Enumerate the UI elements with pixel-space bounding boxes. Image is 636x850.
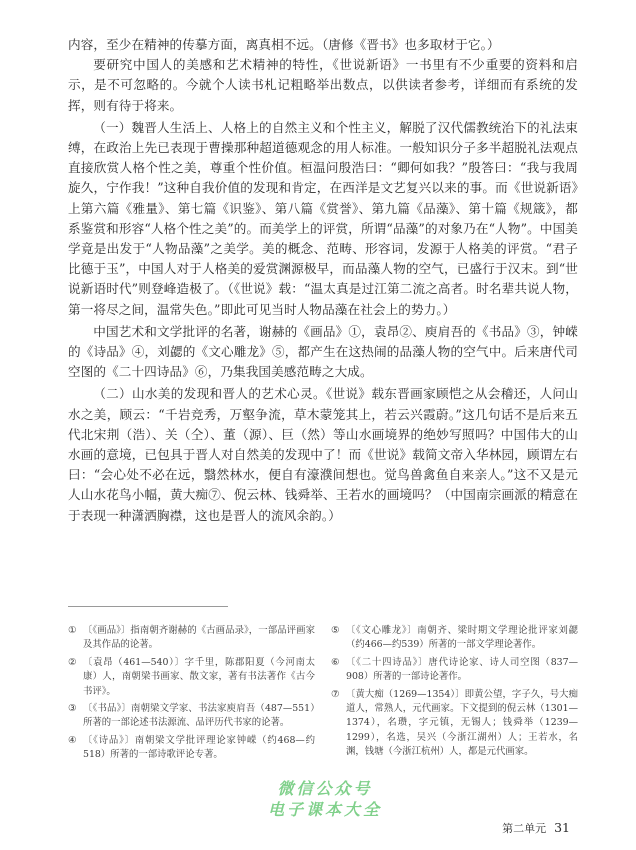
footnote-number: ② [68, 656, 77, 668]
watermark-line-1: 微信公众号 [277, 779, 373, 798]
paragraph-1: 内容，至少在精神的传摹方面，离真相不远。（唐修《晋书》也多取材于它。） [68, 37, 500, 52]
watermark [250, 778, 400, 820]
footnote-text: 〔《文心雕龙》〕南朝齐、梁时期文学理论批评家刘勰（约466—约539）所著的一部文学理论著作。 [346, 625, 578, 651]
footnote-number: ① [68, 625, 77, 636]
page-footer [502, 820, 570, 836]
footnote-text: 〔袁昂（461—540）〕字千里，陈郡阳夏（今河南太康）人，南朝梁书画家、散文家，著有书法著作《古今书评》。 [83, 656, 315, 697]
footnote-text: 〔《书品》〕南朝梁文学家、书法家庾肩吾（487—551）所著的一部论述书法源流、品评历代书家的论著。 [83, 703, 315, 729]
footnote-number: ⑤ [331, 625, 340, 636]
footnote [331, 624, 578, 653]
paragraph-4: 中国艺术和文学批评的名著，谢赫的《画品》①，袁昂②、庾肩吾的《书品》③，钟嵘的《诗品》④，刘勰的《文心雕龙》⑤，都产生在这热闹的品藻人物的空气中。后来唐代司空图的《二十四诗品》⑥，乃集我国美感范畴之大成。 [68, 323, 578, 380]
watermark-line-2: 电子课本大全 [267, 800, 382, 819]
footnote-number: ④ [68, 734, 77, 746]
footnote-text: 〔黄大痴（1269—1354）〕即黄公望，字子久，号大痴道人，常熟人，元代画家。下文提到的倪云林（1301—1374），名瓒，字元镇，无锡人；钱舜举（1239—1299），名选，吴兴（今浙江湖州）人；王若水，名渊，钱塘（今浙江杭州）人，都是元代画家。 [346, 688, 578, 758]
unit-label: 第二单元 [502, 822, 547, 835]
footnote-text: 〔《诗品》〕南朝梁文学批评理论家钟嵘（约468—约518）所著的一部诗歌评论专著。 [83, 734, 315, 761]
footnote [68, 734, 315, 763]
footnote-text: 〔《二十四诗品》〕唐代诗论家、诗人司空图（837—908）所著的一部诗论著作。 [346, 656, 578, 683]
footnote-number: ⑥ [331, 656, 340, 668]
main-text [68, 35, 578, 526]
footnote [331, 688, 578, 760]
footnote-number: ⑦ [331, 688, 340, 700]
footnotes [68, 624, 578, 766]
paragraph-3: （一）魏晋人生活上、人格上的自然主义和个性主义，解脱了汉代儒教统治下的礼法束缚，在政治上先已表现于曹操那种超道德观念的用人标准。一般知识分子多半超脱礼法观点直接欣赏人格个性之美，尊重个性价值。桓温问殷浩曰：“卿何如我？”殷答曰：“我与我周旋久，宁作我！”这种自我价值的发现和肯定，在西洋是文艺复兴以来的事。而《世说新语》上第六篇《雅量》、第七篇《识鉴》、第八篇《赏誉》、第九篇《品藻》、第十篇《规箴》，都系鉴赏和形容“人格个性之美”的。而美学上的评赏，所谓“品藻”的对象乃在“人物”。中国美学竟是出发于“人物品藻”之美学。美的概念、范畴、形容词，发源于人格美的评赏。“君子比德于玉”，中国人对于人格美的爱赏渊源极早，而品藻人物的空气，已盛行于汉末。到“世说新语时代”则登峰造极了。（《世说》载：“温太真是过江第二流之高者。时名辈共说人物，第一将尽之间，温常失色。”即此可见当时人物品藻在社会上的势力。） [68, 119, 578, 317]
footnote-text: 〔《画品》〕指南朝齐谢赫的《古画品录》，一部品评画家及其作品的论著。 [83, 625, 315, 651]
footnote-number: ③ [68, 703, 77, 715]
footnote-divider [68, 606, 228, 607]
footnote [331, 656, 578, 685]
paragraph-2: 要研究中国人的美感和艺术精神的特性，《世说新语》一书里有不少重要的资料和启示，是不可忽略的。今就个人读书札记粗略举出数点，以供读者参考，详细而有系统的发挥，则有待于将来。 [68, 57, 578, 113]
page-number: 31 [554, 820, 570, 835]
footnotes-right-column [331, 624, 578, 766]
footnote [68, 656, 315, 699]
footnotes-left-column [68, 624, 315, 766]
footnote [68, 702, 315, 731]
footnote [68, 624, 315, 653]
paragraph-5: （二）山水美的发现和晋人的艺术心灵。《世说》载东晋画家顾恺之从会稽还，人问山水之美，顾云：“千岩竞秀，万壑争流，草木蒙笼其上，若云兴霞蔚。”这几句话不是后来五代北宋荆（浩）、关（仝）、董（源）、巨（然）等山水画境界的绝妙写照吗？中国伟大的山水画的意境，已包具于晋人对自然美的发现中了！而《世说》载简文帝入华林园，顾谓左右曰：“会心处不必在远，翳然林水，便自有濠濮间想也。觉鸟兽禽鱼自来亲人。”这不又是元人山水花鸟小幅，黄大痴⑦、倪云林、钱舜举、王若水的画境吗？（中国南宗画派的精意在于表现一种潇洒胸襟，这也是晋人的流风余韵。） [68, 386, 578, 523]
